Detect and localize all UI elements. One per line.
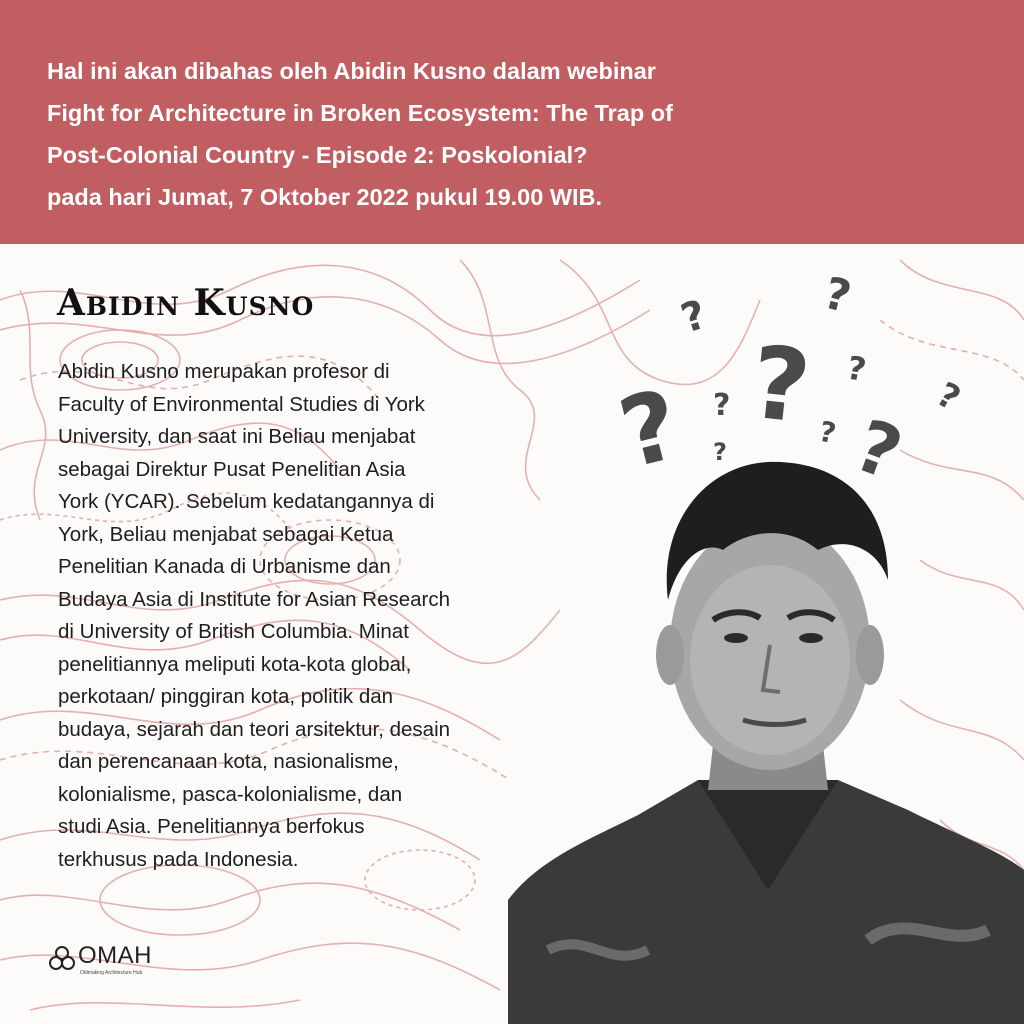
bio-line: kolonialisme, pasca-kolonialisme, dan bbox=[58, 782, 403, 806]
omah-logo bbox=[48, 940, 188, 980]
logo-text: OMAH bbox=[78, 942, 152, 969]
bio-line: York, Beliau menjabat sebagai Ketua bbox=[58, 522, 394, 546]
announcement-line: Hal ini akan dibahas oleh Abidin Kusno dalam webinar bbox=[47, 58, 656, 84]
event-announcement bbox=[47, 50, 987, 218]
svg-text:?: ? bbox=[675, 291, 712, 343]
svg-text:?: ? bbox=[929, 374, 967, 420]
bio-line: sebagai Direktur Pusat Penelitian Asia bbox=[58, 457, 406, 481]
bio-line: perkotaan/ pinggiran kota, politik dan bbox=[58, 685, 394, 708]
bio-line: dan perencanaan kota, nasionalisme, bbox=[58, 750, 399, 773]
speaker-photo bbox=[508, 250, 1024, 1024]
svg-text:?: ? bbox=[713, 388, 731, 423]
announcement-line: pada hari Jumat, 7 Oktober 2022 pukul 19.00 WIB. bbox=[47, 184, 603, 210]
event-banner bbox=[0, 0, 1024, 244]
bio-line: Faculty of Environmental Studies di York bbox=[58, 392, 425, 416]
svg-text:?: ? bbox=[844, 348, 870, 390]
svg-text:?: ? bbox=[844, 403, 913, 497]
svg-text:?: ? bbox=[816, 414, 839, 451]
speaker-name: Abidin Kusno bbox=[57, 282, 315, 324]
bio-line: terkhusus pada Indonesia. bbox=[58, 847, 299, 871]
bio-line: York (YCAR). Sebelum kedatangannya di bbox=[58, 490, 435, 513]
question-mark-icon bbox=[609, 268, 967, 497]
speaker-bio bbox=[58, 356, 558, 876]
svg-text:?: ? bbox=[713, 438, 727, 466]
announcement-line: Fight for Architecture in Broken Ecosystem: The Trap of bbox=[47, 100, 673, 126]
svg-text:?: ? bbox=[818, 267, 856, 324]
bio-line: Penelitian Kanada di Urbanisme dan bbox=[58, 555, 391, 578]
bio-line: Budaya Asia di Institute for Asian Research bbox=[58, 587, 451, 611]
bio-line: di University of British Columbia. Minat bbox=[58, 620, 409, 643]
announcement-line: Post-Colonial Country - Episode 2: Poskolonial? bbox=[47, 142, 588, 168]
logo-subtitle: Oldmaking Architecture Hub bbox=[80, 970, 143, 976]
svg-text:?: ? bbox=[745, 323, 816, 447]
bio-line: studi Asia. Penelitiannya berfokus bbox=[58, 815, 365, 838]
omah-logo-icon bbox=[48, 944, 76, 972]
bio-line: University, dan saat ini Beliau menjabat bbox=[58, 425, 416, 448]
bio-line: penelitiannya meliputi kota-kota global, bbox=[58, 652, 412, 676]
bio-line: Abidin Kusno merupakan profesor di bbox=[58, 360, 390, 383]
bio-line: budaya, sejarah dan teori arsitektur, desain bbox=[58, 717, 451, 741]
svg-text:?: ? bbox=[609, 368, 691, 491]
